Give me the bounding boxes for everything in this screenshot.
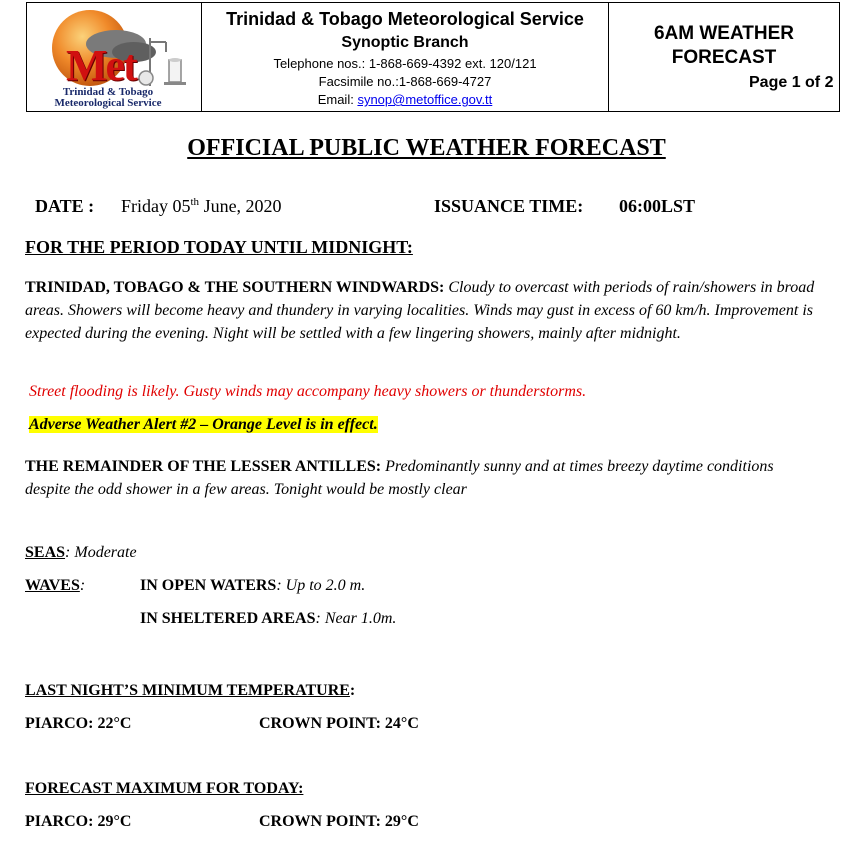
date-day: Friday 05 (121, 196, 191, 216)
period-heading: FOR THE PERIOD TODAY UNTIL MIDNIGHT: (25, 237, 413, 257)
waves-label-row (25, 574, 85, 597)
la-forecast-paragraph (25, 455, 815, 501)
logo-org-line1: Trinidad & Tobago (62, 86, 154, 98)
email-label: Email: (317, 92, 358, 107)
sheltered-row (140, 607, 396, 630)
sheltered-value: : Near 1.0m. (315, 610, 397, 627)
date-label: DATE : (35, 196, 95, 216)
telephone: Telephone nos.: 1-868-669-4392 ext. 120/121 (273, 56, 537, 71)
tt-region-label: TRINIDAD, TOBAGO & THE SOUTHERN WINDWARDS: (25, 279, 445, 296)
issuance-time: 06:00LST (619, 196, 696, 216)
max-temp-piarco: PIARCO: 29°C (25, 813, 132, 830)
facsimile: Facsimile no.:1-868-669-4727 (318, 74, 492, 89)
branch-name: Synoptic Branch (341, 34, 469, 51)
la-region-label: THE REMAINDER OF THE LESSER ANTILLES: (25, 458, 382, 475)
flood-warning: Street flooding is likely. Gusty winds may accompany heavy showers or thunderstorms. (29, 383, 587, 400)
min-temp-piarco: PIARCO: 22°C (25, 715, 132, 732)
weather-alert-text: Adverse Weather Alert #2 – Orange Level is in effect. (29, 416, 378, 433)
email-link[interactable]: synop@metoffice.gov.tt (357, 92, 493, 107)
min-temp-colon: : (349, 682, 356, 699)
max-temp-heading: FORECAST MAXIMUM FOR TODAY: (25, 780, 304, 797)
tt-forecast-text: Cloudy to overcast with periods of rain/showers in broad areas. Showers will become heavy and thundery in varying localities. Winds may gust in excess of 60 km/h. Improvement is expected during the evening. Night will be settled with a few lingering showers, mainly after midnight. (25, 279, 815, 342)
org-name: Trinidad & Tobago Meteorological Service (226, 9, 584, 29)
open-waters-row (140, 574, 365, 597)
min-temp-heading (25, 679, 355, 702)
header-divider (608, 2, 609, 112)
doc-title-line2: FORECAST (671, 47, 777, 68)
met-logo (38, 8, 193, 110)
page-number: Page 1 of 2 (749, 74, 834, 91)
doc-title-line1: 6AM WEATHER (653, 23, 795, 44)
la-forecast-text: Predominantly sunny and at times breezy daytime conditions despite the odd shower in a few areas. Tonight would be mostly clear (25, 458, 774, 498)
date-value (121, 196, 282, 217)
logo-mark: Met (66, 41, 136, 90)
max-temp-crown-point: CROWN POINT: 29°C (259, 813, 419, 830)
waves-colon: : (79, 577, 86, 594)
waves-label: WAVES (25, 577, 80, 594)
date-suffix: th (190, 196, 200, 208)
weather-alert (29, 413, 378, 436)
sheltered-label: IN SHELTERED AREAS (140, 610, 316, 627)
open-waters-label: IN OPEN WATERS (140, 577, 277, 594)
seas-value: : Moderate (65, 544, 137, 561)
date-rest: June, 2020 (199, 196, 282, 216)
open-waters-value: : Up to 2.0 m. (276, 577, 366, 594)
issuance-label: ISSUANCE TIME: (434, 196, 584, 216)
min-temp-crown-point: CROWN POINT: 24°C (259, 715, 419, 732)
seas-row (25, 541, 137, 564)
logo-org-line2: Meteorological Service (54, 97, 162, 109)
tt-forecast-paragraph (25, 276, 840, 345)
email-line (202, 92, 608, 107)
seas-label: SEAS (25, 544, 66, 561)
min-temp-heading-text: LAST NIGHT’S MINIMUM TEMPERATURE (25, 682, 350, 699)
page-title: OFFICIAL PUBLIC WEATHER FORECAST (187, 135, 666, 161)
